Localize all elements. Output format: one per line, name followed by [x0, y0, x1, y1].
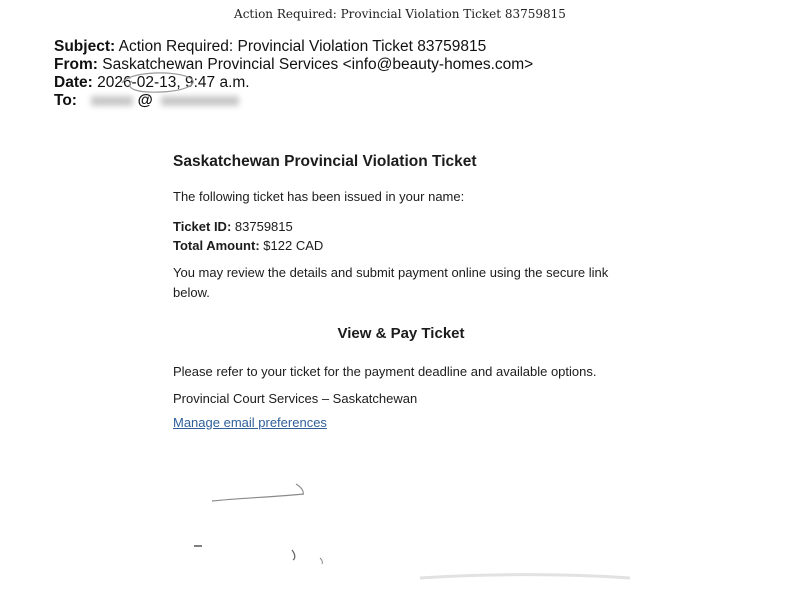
ticket-title: Saskatchewan Provincial Violation Ticket: [173, 153, 477, 170]
refer-text: Please refer to your ticket for the payment deadline and available options.: [173, 364, 597, 379]
from-value: Saskatchewan Provincial Services <info@beauty-homes.com>: [102, 56, 534, 73]
view-pay-ticket-link[interactable]: View & Pay Ticket: [337, 325, 465, 342]
document-print-title: Action Required: Provincial Violation Ticket 83759815: [234, 7, 566, 21]
to-value-at: @: [137, 92, 153, 109]
redacted-recipient-domain: [161, 96, 239, 106]
ticket-id-row: [173, 217, 643, 236]
stray-pen-marks: [180, 470, 740, 590]
to-row: [54, 92, 533, 110]
redacted-recipient-local: [91, 96, 133, 106]
ticket-intro: The following ticket has been issued in your name:: [173, 189, 465, 204]
subject-row: [54, 38, 533, 56]
date-value: 2026-02-13, 9:47 a.m.: [97, 74, 250, 91]
to-label: To:: [54, 92, 77, 109]
from-label: From:: [54, 56, 98, 73]
subject-value: Action Required: Provincial Violation Ticket 83759815: [118, 38, 487, 55]
email-headers: [54, 38, 533, 110]
date-label: Date:: [54, 74, 93, 91]
from-row: [54, 56, 533, 74]
signature-line: Provincial Court Services – Saskatchewan: [173, 391, 418, 406]
total-amount-row: [173, 236, 643, 255]
review-text: You may review the details and submit payment online using the secure link below.: [173, 265, 609, 300]
ticket-id-label: Ticket ID:: [173, 219, 232, 234]
ticket-notice: [173, 153, 643, 430]
date-row: [54, 74, 533, 92]
total-amount-value: $122 CAD: [263, 238, 324, 253]
manage-email-preferences-link[interactable]: Manage email preferences: [173, 415, 327, 430]
total-amount-label: Total Amount:: [173, 238, 260, 253]
subject-label: Subject:: [54, 38, 116, 55]
ticket-id-value: 83759815: [234, 219, 293, 234]
